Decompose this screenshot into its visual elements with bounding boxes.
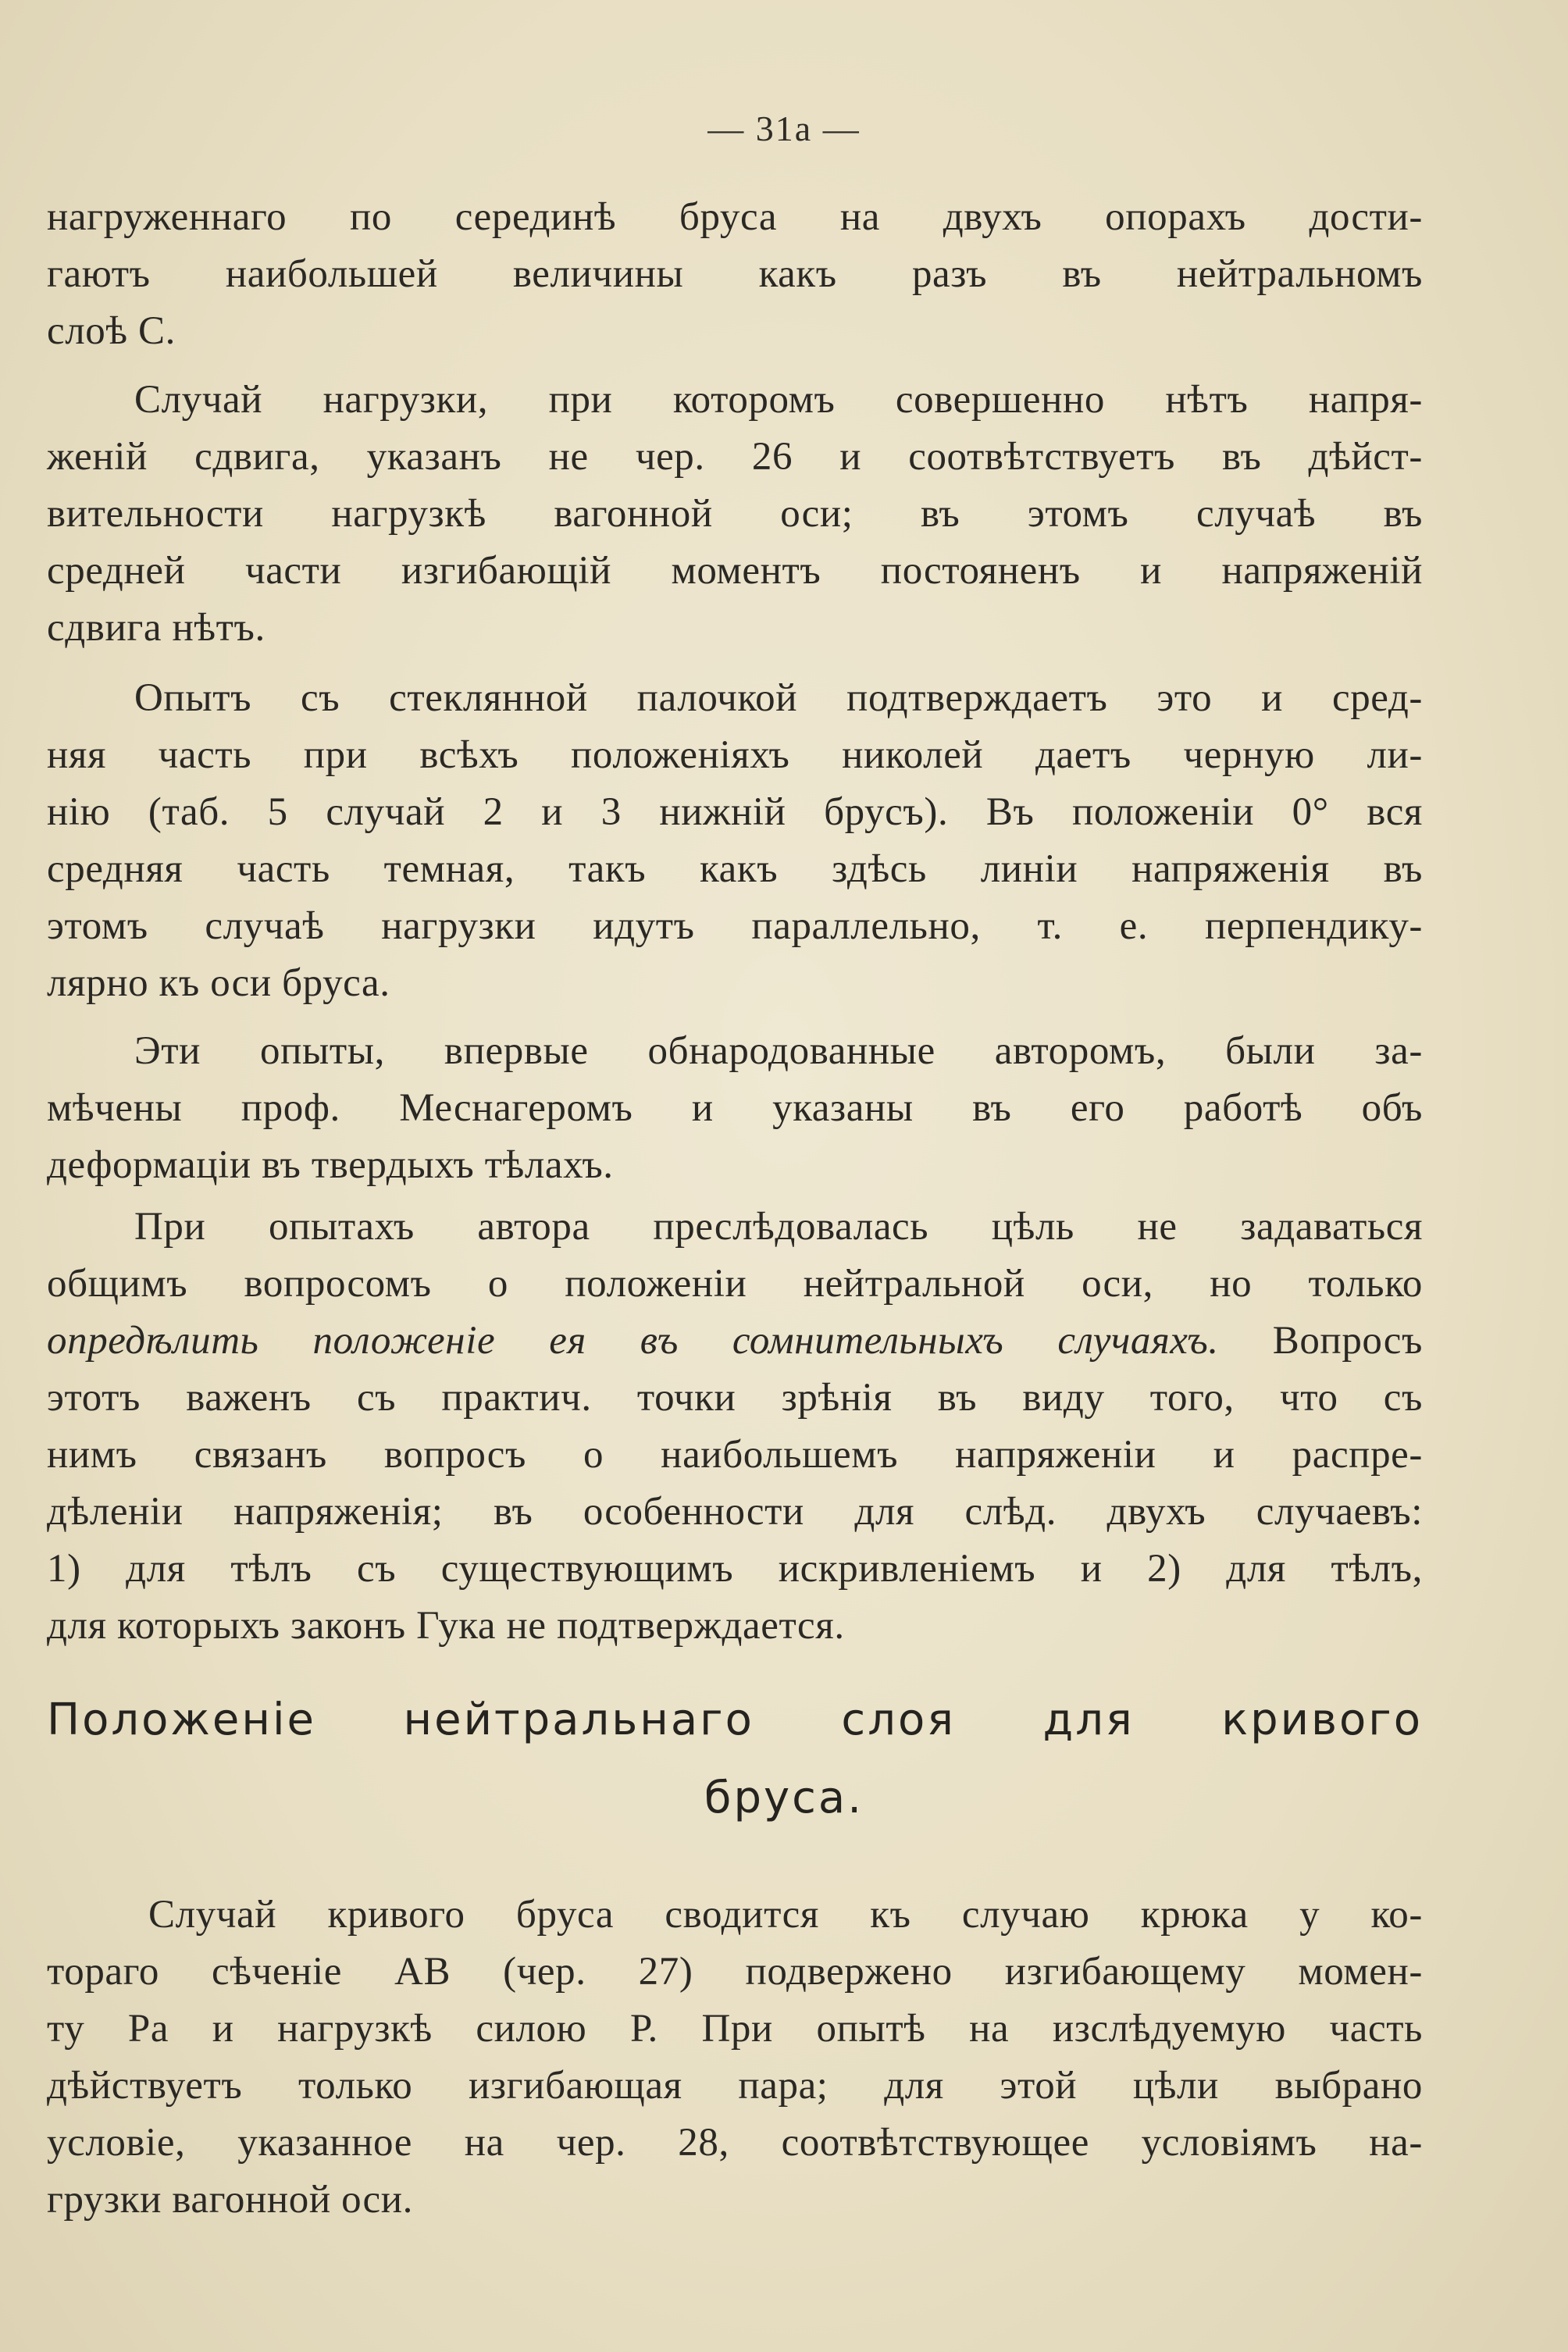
text-line: вительности нагрузкѣ вагонной оси; въ этомъ случаѣ въ — [47, 492, 1423, 536]
text-line: мѣчены проф. Меснагеромъ и указаны въ его работѣ объ — [47, 1086, 1423, 1130]
text-line: дѣленіи напряженія; въ особенности для слѣд. двухъ случаевъ: — [47, 1490, 1423, 1534]
text-line: ту Ра и нагрузкѣ силою Р. При опытѣ на изслѣдуемую часть — [47, 2007, 1423, 2051]
paragraph-5 — [47, 1199, 1423, 1655]
text-line: нимъ связанъ вопросъ о наибольшемъ напряженіи и распре- — [47, 1433, 1423, 1477]
paragraph-1 — [47, 189, 1423, 360]
text-line: слоѣ С. — [47, 309, 176, 353]
text-line: 1) для тѣлъ съ существующимъ искривленіемъ и 2) для тѣлъ, — [47, 1547, 1423, 1591]
text-line: Случай кривого бруса сводится къ случаю крюка у ко- — [148, 1893, 1423, 1937]
text-fragment: Вопросъ — [1218, 1319, 1424, 1363]
text-line: этомъ случаѣ нагрузки идутъ параллельно, т. е. перпендику- — [47, 904, 1423, 948]
paragraph-3 — [47, 670, 1423, 1012]
section-heading-continued: бруса. — [704, 1773, 864, 1823]
paragraph-2 — [47, 372, 1423, 657]
italic-phrase: опредѣлить положеніе ея въ сомнительныхъ случаяхъ. — [47, 1319, 1219, 1363]
text-line: дѣйствуетъ только изгибающая пара; для этой цѣли выбрано — [47, 2064, 1423, 2108]
text-line: условіе, указанное на чер. 28, соотвѣтствующее условіямъ на- — [47, 2121, 1423, 2165]
text-line: для которыхъ законъ Гука не подтверждается. — [47, 1604, 845, 1648]
text-line: лярно къ оси бруса. — [47, 961, 390, 1005]
section-heading: Положеніе нейтральнаго слоя для кривого — [47, 1695, 1423, 1745]
text-line: Случай нагрузки, при которомъ совершенно нѣтъ напря- — [134, 378, 1423, 422]
text-line: нагруженнаго по серединѣ бруса на двухъ опорахъ дости- — [47, 195, 1423, 239]
text-line: женій сдвига, указанъ не чер. 26 и соотвѣтствуетъ въ дѣйст- — [47, 435, 1423, 479]
text-line: общимъ вопросомъ о положеніи нейтральной оси, но только — [47, 1262, 1423, 1306]
text-line: сдвига нѣтъ. — [47, 606, 265, 650]
text-line: Опытъ съ стеклянной палочкой подтверждаетъ это и сред- — [134, 676, 1423, 720]
text-line: При опытахъ автора преслѣдовалась цѣль не задаваться — [134, 1205, 1423, 1249]
paragraph-4 — [47, 1023, 1423, 1194]
text-line — [47, 1313, 1423, 1370]
paragraph-6 — [47, 1887, 1423, 2229]
text-line: средняя часть темная, такъ какъ здѣсь линіи напряженія въ — [47, 847, 1423, 891]
text-line: Эти опыты, впервые обнародованные авторомъ, были за- — [134, 1029, 1423, 1073]
text-line: этотъ важенъ съ практич. точки зрѣнія въ виду того, что съ — [47, 1376, 1423, 1420]
text-line: деформаціи въ твердыхъ тѣлахъ. — [47, 1143, 614, 1187]
page-number: — 31а — — [707, 109, 861, 148]
text-line: нію (таб. 5 случай 2 и 3 нижній брусъ). Въ положеніи 0° вся — [47, 790, 1423, 834]
text-line: средней части изгибающій моментъ постояненъ и напряженій — [47, 549, 1423, 593]
text-line: гаютъ наибольшей величины какъ разъ въ нейтральномъ — [47, 252, 1423, 296]
text-line: няя часть при всѣхъ положеніяхъ николей даетъ черную ли- — [47, 733, 1423, 777]
text-line: грузки вагонной оси. — [47, 2178, 413, 2222]
text-line: тораго сѣченіе АВ (чер. 27) подвержено изгибающему момен- — [47, 1950, 1423, 1994]
